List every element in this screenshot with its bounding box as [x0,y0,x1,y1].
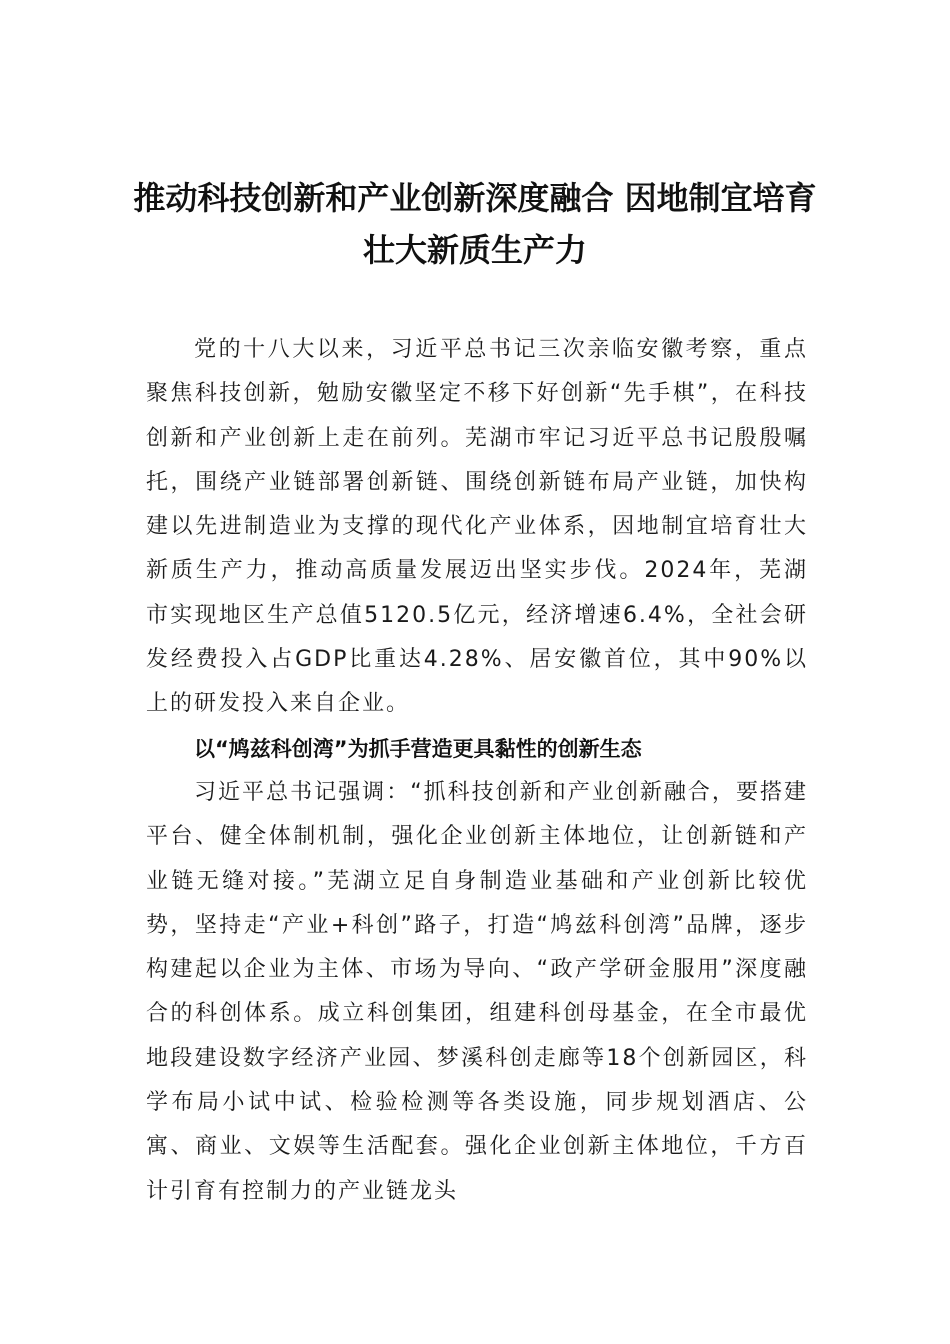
intro-paragraph: 党的十八大以来，习近平总书记三次亲临安徽考察，重点聚焦科技创新，勉励安徽坚定不移下好创新“先手棋”，在科技创新和产业创新上走在前列。芜湖市牢记习近平总书记殷殷嘱托，围绕产业链部署创新链、围绕创新链布局产业链，加快构建以先进制造业为支撑的现代化产业体系，因地制宜培育壮大新质生产力，推动高质量发展迈出坚实步伐。2024年，芜湖市实现地区生产总值5120.5亿元，经济增速6.4%，全社会研发经费投入占GDP比重达4.28%、居安徽首位，其中90%以上的研发投入来自企业。 [146,337,808,717]
section-paragraph: 习近平总书记强调：“抓科技创新和产业创新融合，要搭建平台、健全体制机制，强化企业创新主体地位，让创新链和产业链无缝对接。”芜湖立足自身制造业基础和产业创新比较优势，坚持走“产业+科创”路子，打造“鸠兹科创湾”品牌，逐步构建起以企业为主体、市场为导向、“政产学研金服用”深度融合的科创体系。成立科创集团，组建科创母基金，在全市最优地段建设数字经济产业园、梦溪科创走廊等18个创新园区，科学布局小试中试、检验检测等各类设施，同步规划酒店、公寓、商业、文娱等生活配套。强化企业创新主体地位，千方百计引育有控制力的产业链龙头 [146,780,808,1204]
section-heading: 以“鸠兹科创湾”为抓手营造更具黏性的创新生态 [194,737,642,761]
document-title: 推动科技创新和产业创新深度融合 因地制宜培育壮大新质生产力 [133,179,817,269]
